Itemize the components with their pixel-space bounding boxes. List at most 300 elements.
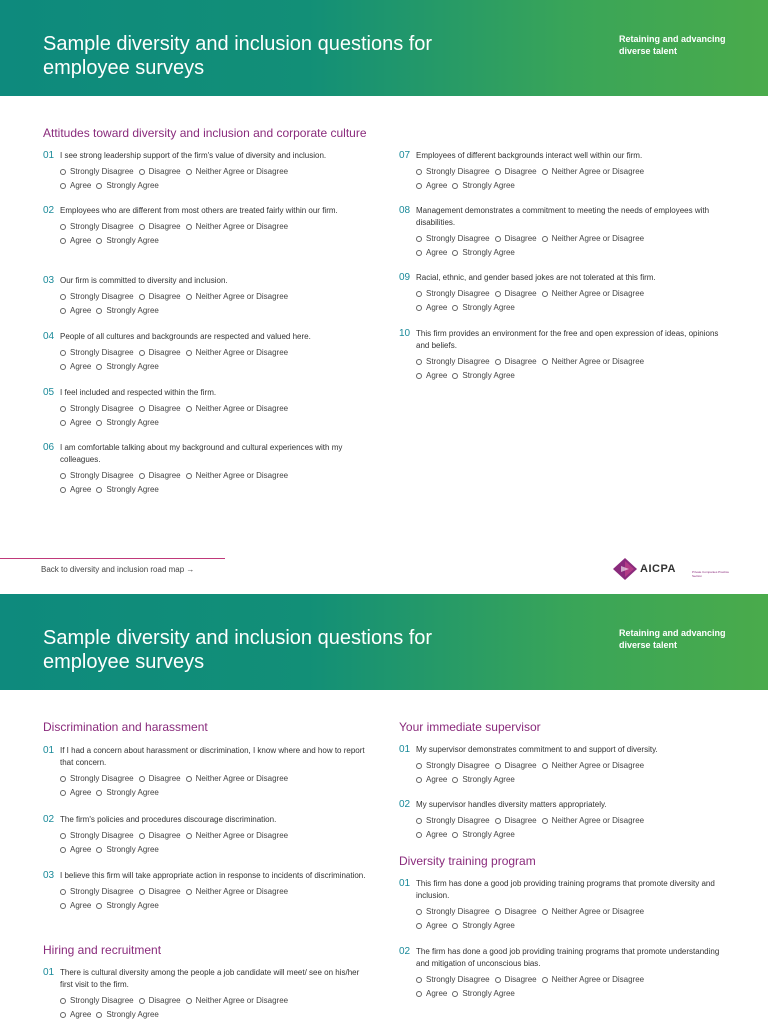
option-strongly-agree[interactable]	[96, 843, 158, 857]
radio-button[interactable]	[60, 1012, 66, 1018]
question-text: My supervisor handles diversity matters appropriately.	[416, 800, 607, 809]
radio-button[interactable]	[495, 359, 501, 365]
option-label: Disagree	[504, 907, 537, 916]
radio-button[interactable]	[542, 909, 548, 915]
option-disagree[interactable]	[139, 885, 181, 899]
radio-button[interactable]	[96, 790, 102, 796]
option-label: Neither Agree or Disagree	[551, 167, 645, 176]
radio-button[interactable]	[96, 238, 102, 244]
radio-button[interactable]	[60, 847, 66, 853]
question-number: 08	[399, 205, 411, 216]
option-neither-agree-nor-disagree[interactable]	[542, 814, 645, 828]
option-disagree[interactable]	[495, 814, 537, 828]
option-agree[interactable]	[60, 234, 91, 248]
radio-button[interactable]	[495, 909, 501, 915]
option-neither-agree-nor-disagree[interactable]	[542, 759, 645, 773]
survey-question	[43, 205, 368, 248]
radio-button[interactable]	[416, 991, 422, 997]
option-strongly-agree[interactable]	[96, 786, 158, 800]
option-label: Agree	[426, 921, 448, 930]
option-agree[interactable]	[416, 369, 447, 383]
option-disagree[interactable]	[495, 287, 537, 301]
option-label: Disagree	[148, 167, 181, 176]
survey-question	[399, 150, 724, 193]
radio-button[interactable]	[416, 909, 422, 915]
radio-button[interactable]	[60, 183, 66, 189]
radio-button[interactable]	[96, 487, 102, 493]
option-strongly-agree[interactable]	[452, 369, 514, 383]
section-title-attitudes: Attitudes toward diversity and inclusion and corporate culture	[43, 126, 367, 140]
radio-button[interactable]	[452, 373, 458, 379]
radio-button[interactable]	[452, 250, 458, 256]
question-number: 10	[399, 328, 411, 339]
option-label: Strongly Agree	[462, 775, 515, 784]
option-label: Strongly Disagree	[70, 222, 134, 231]
option-agree[interactable]	[60, 483, 91, 497]
option-label: Strongly Agree	[106, 362, 159, 371]
option-neither-agree-nor-disagree[interactable]	[186, 220, 289, 234]
option-strongly-agree[interactable]	[452, 179, 514, 193]
option-label: Neither Agree or Disagree	[195, 167, 289, 176]
question-number: 07	[399, 150, 411, 161]
radio-button[interactable]	[139, 294, 145, 300]
radio-button[interactable]	[416, 169, 422, 175]
radio-button[interactable]	[60, 776, 66, 782]
option-label: Strongly Disagree	[426, 357, 490, 366]
option-label: Disagree	[148, 348, 181, 357]
radio-button[interactable]	[416, 305, 422, 311]
option-neither-agree-nor-disagree[interactable]	[186, 469, 289, 483]
option-strongly-agree[interactable]	[452, 987, 514, 1001]
radio-button[interactable]	[60, 308, 66, 314]
radio-button[interactable]	[139, 406, 145, 412]
option-label: Strongly Agree	[462, 989, 515, 998]
option-label: Strongly Agree	[462, 248, 515, 257]
option-strongly-disagree[interactable]	[416, 905, 490, 919]
option-strongly-disagree[interactable]	[60, 885, 134, 899]
option-strongly-disagree[interactable]	[60, 220, 134, 234]
radio-button[interactable]	[96, 364, 102, 370]
radio-button[interactable]	[452, 305, 458, 311]
option-disagree[interactable]	[139, 994, 181, 1008]
option-strongly-disagree[interactable]	[60, 994, 134, 1008]
radio-button[interactable]	[186, 406, 192, 412]
option-label: Neither Agree or Disagree	[195, 222, 289, 231]
option-label: Strongly Disagree	[70, 774, 134, 783]
option-label: Disagree	[148, 831, 181, 840]
option-strongly-agree[interactable]	[452, 773, 514, 787]
option-strongly-agree[interactable]	[96, 360, 158, 374]
option-label: Strongly Agree	[462, 181, 515, 190]
option-label: Strongly Disagree	[70, 167, 134, 176]
survey-question	[43, 275, 368, 318]
option-label: Agree	[426, 989, 448, 998]
question-number: 01	[399, 744, 411, 755]
radio-button[interactable]	[60, 350, 66, 356]
option-label: Disagree	[148, 471, 181, 480]
option-label: Strongly Agree	[106, 485, 159, 494]
aicpa-logo-icon	[613, 558, 637, 580]
radio-button[interactable]	[139, 833, 145, 839]
question-number: 03	[43, 870, 55, 881]
option-agree[interactable]	[60, 899, 91, 913]
option-strongly-agree[interactable]	[452, 919, 514, 933]
survey-question	[43, 967, 368, 1022]
radio-button[interactable]	[416, 359, 422, 365]
option-label: Strongly Disagree	[70, 471, 134, 480]
option-neither-agree-nor-disagree[interactable]	[542, 232, 645, 246]
question-number: 03	[43, 275, 55, 286]
radio-button[interactable]	[186, 473, 192, 479]
option-neither-agree-nor-disagree[interactable]	[186, 290, 289, 304]
option-disagree[interactable]	[139, 772, 181, 786]
option-strongly-disagree[interactable]	[416, 165, 490, 179]
radio-button[interactable]	[60, 998, 66, 1004]
option-strongly-disagree[interactable]	[416, 814, 490, 828]
radio-button[interactable]	[96, 308, 102, 314]
option-agree[interactable]	[60, 1008, 91, 1022]
section-title-hiring: Hiring and recruitment	[43, 943, 162, 957]
option-label: Disagree	[504, 357, 537, 366]
option-label: Strongly Disagree	[70, 996, 134, 1005]
radio-button[interactable]	[416, 923, 422, 929]
back-to-road-map-link[interactable]: Back to diversity and inclusion road map →	[41, 565, 195, 574]
option-strongly-disagree[interactable]	[60, 290, 134, 304]
option-label: Strongly Disagree	[426, 234, 490, 243]
option-label: Strongly Agree	[106, 306, 159, 315]
option-strongly-agree[interactable]	[96, 179, 158, 193]
option-label: Disagree	[148, 404, 181, 413]
page1-title: Sample diversity and inclusion questions for employee surveys	[43, 33, 433, 79]
radio-button[interactable]	[416, 236, 422, 242]
radio-button[interactable]	[60, 790, 66, 796]
option-strongly-agree[interactable]	[452, 301, 514, 315]
question-text: My supervisor demonstrates commitment to and support of diversity.	[416, 745, 658, 754]
option-strongly-disagree[interactable]	[60, 772, 134, 786]
option-strongly-agree[interactable]	[96, 1008, 158, 1022]
radio-button[interactable]	[139, 350, 145, 356]
option-label: Strongly Disagree	[426, 907, 490, 916]
radio-button[interactable]	[60, 169, 66, 175]
radio-button[interactable]	[60, 833, 66, 839]
option-label: Disagree	[148, 222, 181, 231]
option-label: Agree	[426, 181, 448, 190]
radio-button[interactable]	[416, 763, 422, 769]
page2-title: Sample diversity and inclusion questions for employee surveys	[43, 627, 433, 673]
option-agree[interactable]	[416, 919, 447, 933]
option-strongly-disagree[interactable]	[60, 402, 134, 416]
radio-button[interactable]	[186, 776, 192, 782]
option-label: Neither Agree or Disagree	[551, 761, 645, 770]
option-label: Agree	[70, 418, 92, 427]
option-neither-agree-nor-disagree[interactable]	[186, 772, 289, 786]
page1-tagline: Retaining and advancing diverse talent	[619, 34, 726, 56]
option-label: Strongly Disagree	[70, 292, 134, 301]
radio-button[interactable]	[495, 977, 501, 983]
option-strongly-agree[interactable]	[96, 234, 158, 248]
radio-button[interactable]	[542, 763, 548, 769]
question-number: 01	[43, 967, 55, 978]
option-agree[interactable]	[60, 843, 91, 857]
radio-button[interactable]	[60, 903, 66, 909]
radio-button[interactable]	[452, 991, 458, 997]
option-label: Disagree	[504, 761, 537, 770]
question-text: Employees of different backgrounds interact well within our firm.	[416, 151, 643, 160]
radio-button[interactable]	[60, 406, 66, 412]
option-agree[interactable]	[60, 786, 91, 800]
option-label: Strongly Disagree	[70, 404, 134, 413]
option-strongly-disagree[interactable]	[416, 287, 490, 301]
option-strongly-agree[interactable]	[96, 304, 158, 318]
option-agree[interactable]	[416, 828, 447, 842]
survey-question	[43, 150, 368, 193]
question-number: 02	[43, 814, 55, 825]
option-disagree[interactable]	[139, 290, 181, 304]
option-neither-agree-nor-disagree[interactable]	[542, 973, 645, 987]
radio-button[interactable]	[542, 236, 548, 242]
question-text: This firm has done a good job providing training programs that promote diversity and inclusion.	[416, 879, 715, 900]
question-text: Management demonstrates a commitment to meeting the needs of employees with disabilities.	[416, 206, 710, 227]
question-text: I am comfortable talking about my background and cultural experiences with my colleagues.	[60, 443, 343, 464]
radio-button[interactable]	[542, 977, 548, 983]
radio-button[interactable]	[186, 224, 192, 230]
option-disagree[interactable]	[495, 355, 537, 369]
option-label: Agree	[70, 845, 92, 854]
option-agree[interactable]	[416, 773, 447, 787]
option-disagree[interactable]	[495, 905, 537, 919]
question-number: 02	[43, 205, 55, 216]
radio-button[interactable]	[416, 183, 422, 189]
radio-button[interactable]	[96, 1012, 102, 1018]
radio-button[interactable]	[416, 832, 422, 838]
option-label: Strongly Agree	[106, 181, 159, 190]
option-label: Strongly Disagree	[426, 816, 490, 825]
option-label: Strongly Agree	[106, 1010, 159, 1019]
question-number: 06	[43, 442, 55, 453]
radio-button[interactable]	[60, 487, 66, 493]
option-strongly-disagree[interactable]	[60, 829, 134, 843]
option-label: Agree	[70, 181, 92, 190]
radio-button[interactable]	[186, 350, 192, 356]
option-label: Neither Agree or Disagree	[551, 289, 645, 298]
radio-button[interactable]	[416, 373, 422, 379]
option-neither-agree-nor-disagree[interactable]	[186, 829, 289, 843]
radio-button[interactable]	[416, 977, 422, 983]
radio-button[interactable]	[542, 818, 548, 824]
aicpa-logo-text: AICPA	[640, 563, 676, 575]
option-label: Agree	[426, 248, 448, 257]
option-disagree[interactable]	[139, 829, 181, 843]
option-agree[interactable]	[416, 246, 447, 260]
option-label: Disagree	[504, 816, 537, 825]
survey-question	[399, 799, 724, 842]
option-disagree[interactable]	[139, 346, 181, 360]
option-label: Strongly Agree	[462, 371, 515, 380]
option-label: Strongly Disagree	[426, 289, 490, 298]
option-neither-agree-nor-disagree[interactable]	[542, 355, 645, 369]
question-number: 05	[43, 387, 55, 398]
option-label: Strongly Agree	[106, 845, 159, 854]
radio-button[interactable]	[452, 183, 458, 189]
option-strongly-agree[interactable]	[96, 899, 158, 913]
question-text: People of all cultures and backgrounds are respected and valued here.	[60, 332, 311, 341]
option-label: Agree	[70, 236, 92, 245]
option-label: Strongly Agree	[106, 901, 159, 910]
question-number: 01	[399, 878, 411, 889]
option-strongly-agree[interactable]	[96, 483, 158, 497]
survey-question	[399, 878, 724, 933]
option-disagree[interactable]	[495, 165, 537, 179]
radio-button[interactable]	[495, 763, 501, 769]
option-agree[interactable]	[60, 360, 91, 374]
option-strongly-disagree[interactable]	[416, 232, 490, 246]
option-label: Disagree	[504, 234, 537, 243]
option-disagree[interactable]	[495, 232, 537, 246]
survey-question	[43, 442, 368, 497]
radio-button[interactable]	[416, 818, 422, 824]
radio-button[interactable]	[186, 889, 192, 895]
radio-button[interactable]	[416, 291, 422, 297]
radio-button[interactable]	[452, 832, 458, 838]
option-agree[interactable]	[60, 304, 91, 318]
radio-button[interactable]	[542, 169, 548, 175]
radio-button[interactable]	[416, 250, 422, 256]
radio-button[interactable]	[186, 294, 192, 300]
option-label: Agree	[70, 1010, 92, 1019]
option-strongly-agree[interactable]	[96, 416, 158, 430]
question-text: Employees who are different from most others are treated fairly within our firm.	[60, 206, 338, 215]
option-neither-agree-nor-disagree[interactable]	[542, 165, 645, 179]
option-neither-agree-nor-disagree[interactable]	[186, 346, 289, 360]
option-label: Agree	[70, 362, 92, 371]
radio-button[interactable]	[139, 998, 145, 1004]
option-strongly-disagree[interactable]	[416, 973, 490, 987]
option-strongly-disagree[interactable]	[60, 165, 134, 179]
option-label: Disagree	[148, 887, 181, 896]
radio-button[interactable]	[96, 847, 102, 853]
radio-button[interactable]	[495, 818, 501, 824]
option-label: Neither Agree or Disagree	[195, 831, 289, 840]
option-agree[interactable]	[416, 301, 447, 315]
option-label: Disagree	[504, 167, 537, 176]
radio-button[interactable]	[139, 473, 145, 479]
radio-button[interactable]	[542, 359, 548, 365]
page2-header-banner	[0, 594, 768, 690]
radio-button[interactable]	[186, 169, 192, 175]
option-label: Neither Agree or Disagree	[551, 357, 645, 366]
option-label: Neither Agree or Disagree	[551, 975, 645, 984]
radio-button[interactable]	[60, 889, 66, 895]
aicpa-logo	[613, 558, 676, 580]
option-neither-agree-nor-disagree[interactable]	[186, 994, 289, 1008]
radio-button[interactable]	[60, 473, 66, 479]
option-label: Agree	[426, 371, 448, 380]
survey-question	[399, 946, 724, 1001]
survey-question	[399, 328, 724, 383]
radio-button[interactable]	[139, 889, 145, 895]
radio-button[interactable]	[139, 224, 145, 230]
question-text: I see strong leadership support of the firm's value of diversity and inclusion.	[60, 151, 327, 160]
option-disagree[interactable]	[495, 759, 537, 773]
question-text: Our firm is committed to diversity and inclusion.	[60, 276, 228, 285]
option-disagree[interactable]	[139, 165, 181, 179]
option-strongly-disagree[interactable]	[60, 346, 134, 360]
question-text: The firm has done a good job providing training programs that promote understanding and mitigation of unconscious bias.	[416, 947, 720, 968]
radio-button[interactable]	[542, 291, 548, 297]
option-label: Neither Agree or Disagree	[195, 404, 289, 413]
survey-question	[43, 331, 368, 374]
option-label: Neither Agree or Disagree	[195, 996, 289, 1005]
option-disagree[interactable]	[139, 469, 181, 483]
option-neither-agree-nor-disagree[interactable]	[186, 885, 289, 899]
option-label: Neither Agree or Disagree	[195, 292, 289, 301]
option-neither-agree-nor-disagree[interactable]	[542, 287, 645, 301]
option-strongly-agree[interactable]	[452, 828, 514, 842]
radio-button[interactable]	[495, 291, 501, 297]
radio-button[interactable]	[186, 998, 192, 1004]
question-text: There is cultural diversity among the people a job candidate will meet/ see on his/her first visit to the firm.	[60, 968, 360, 989]
section-title-training: Diversity training program	[399, 854, 536, 868]
question-text: This firm provides an environment for the free and open expression of ideas, opinions and beliefs.	[416, 329, 719, 350]
option-strongly-agree[interactable]	[452, 246, 514, 260]
radio-button[interactable]	[60, 420, 66, 426]
radio-button[interactable]	[139, 776, 145, 782]
radio-button[interactable]	[452, 777, 458, 783]
option-label: Agree	[426, 830, 448, 839]
option-strongly-disagree[interactable]	[416, 355, 490, 369]
radio-button[interactable]	[495, 236, 501, 242]
option-disagree[interactable]	[495, 973, 537, 987]
option-label: Strongly Agree	[462, 921, 515, 930]
option-label: Strongly Disagree	[426, 761, 490, 770]
radio-button[interactable]	[96, 903, 102, 909]
option-label: Strongly Disagree	[70, 887, 134, 896]
option-disagree[interactable]	[139, 402, 181, 416]
radio-button[interactable]	[60, 224, 66, 230]
option-strongly-disagree[interactable]	[416, 759, 490, 773]
survey-question	[43, 814, 368, 857]
option-agree[interactable]	[60, 179, 91, 193]
radio-button[interactable]	[60, 238, 66, 244]
radio-button[interactable]	[416, 777, 422, 783]
radio-button[interactable]	[60, 364, 66, 370]
pcps-logo-text: Private Companies Practice Section	[692, 570, 730, 578]
radio-button[interactable]	[186, 833, 192, 839]
option-neither-agree-nor-disagree[interactable]	[542, 905, 645, 919]
option-label: Agree	[70, 306, 92, 315]
radio-button[interactable]	[139, 169, 145, 175]
option-agree[interactable]	[60, 416, 91, 430]
option-label: Disagree	[148, 996, 181, 1005]
option-strongly-disagree[interactable]	[60, 469, 134, 483]
page1-header-banner	[0, 0, 768, 96]
question-text: If I had a concern about harassment or discrimination, I know where and how to report that concern.	[60, 746, 365, 767]
option-label: Disagree	[148, 292, 181, 301]
radio-button[interactable]	[96, 420, 102, 426]
radio-button[interactable]	[495, 169, 501, 175]
radio-button[interactable]	[60, 294, 66, 300]
radio-button[interactable]	[452, 923, 458, 929]
option-agree[interactable]	[416, 987, 447, 1001]
survey-question	[399, 272, 724, 315]
option-label: Neither Agree or Disagree	[551, 907, 645, 916]
option-disagree[interactable]	[139, 220, 181, 234]
option-agree[interactable]	[416, 179, 447, 193]
option-neither-agree-nor-disagree[interactable]	[186, 165, 289, 179]
option-neither-agree-nor-disagree[interactable]	[186, 402, 289, 416]
option-label: Disagree	[148, 774, 181, 783]
radio-button[interactable]	[96, 183, 102, 189]
